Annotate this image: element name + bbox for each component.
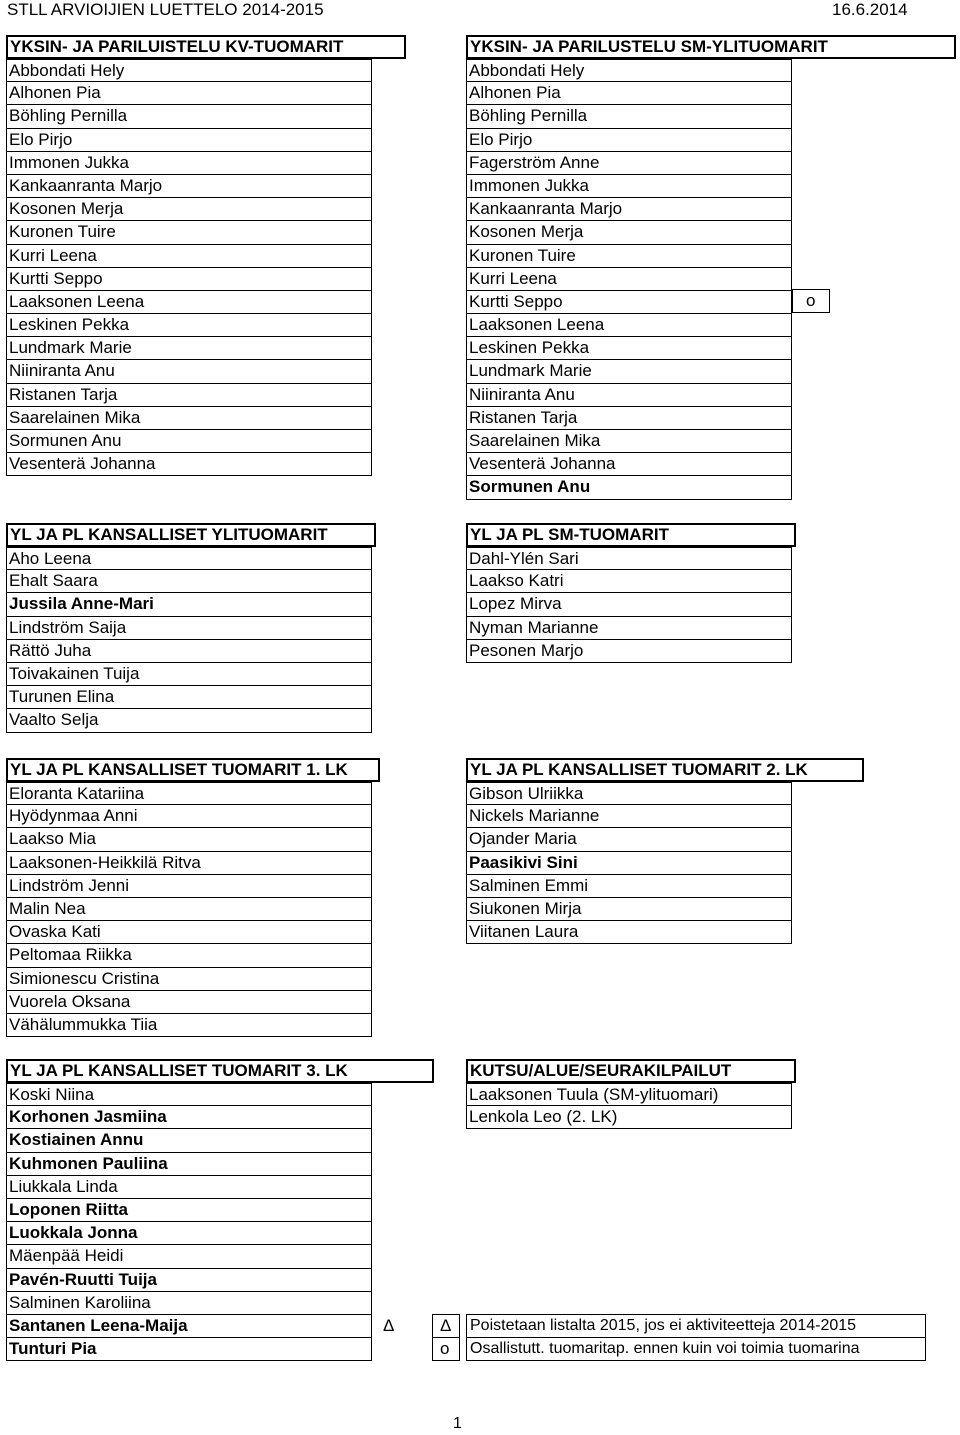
section-sm-head-judges xyxy=(466,35,956,500)
list-item: Liukkala Linda xyxy=(6,1176,372,1199)
list-item: Abbondati Hely xyxy=(466,59,792,82)
list-item: Alhonen Pia xyxy=(466,82,792,105)
list-item: Böhling Pernilla xyxy=(466,105,792,128)
list-item: Viitanen Laura xyxy=(466,921,792,944)
document-title: STLL ARVIOIJIEN LUETTELO 2014-2015 xyxy=(7,0,324,19)
list-item: Saarelainen Mika xyxy=(6,407,372,430)
circle-marker-icon: o xyxy=(806,291,816,310)
list-item: Korhonen Jasmiina xyxy=(6,1106,372,1129)
list-item: Kostiainen Annu xyxy=(6,1129,372,1152)
list-item: Böhling Pernilla xyxy=(6,105,372,128)
list-item: Laaksonen Leena xyxy=(466,314,792,337)
list-item: Kuhmonen Pauliina xyxy=(6,1153,372,1176)
list-item: Ristanen Tarja xyxy=(6,384,372,407)
list-item: Salminen Emmi xyxy=(466,875,792,898)
list-item: Hyödynmaa Anni xyxy=(6,805,372,828)
list-item: Alhonen Pia xyxy=(6,82,372,105)
list-item: Aho Leena xyxy=(6,547,372,570)
list-item: Immonen Jukka xyxy=(6,152,372,175)
document-date: 16.6.2014 xyxy=(832,0,908,19)
list-item: Santanen Leena-Maija xyxy=(6,1315,372,1338)
list-item: Loponen Riitta xyxy=(6,1199,372,1222)
list-item: Laakso Mia xyxy=(6,828,372,851)
list-item: Saarelainen Mika xyxy=(466,430,792,453)
list-item: Paasikivi Sini xyxy=(466,852,792,875)
section-title: YL JA PL SM-TUOMARIT xyxy=(466,523,796,547)
section-title: KUTSU/ALUE/SEURAKILPAILUT xyxy=(466,1059,796,1083)
list-item: Abbondati Hely xyxy=(6,59,372,82)
list-item: Koski Niina xyxy=(6,1083,372,1106)
list-item: Kosonen Merja xyxy=(466,221,792,244)
list-item: Gibson Ulriikka xyxy=(466,782,792,805)
list-item: Kurtti Seppo xyxy=(6,268,372,291)
list-item: Kurtti Seppo xyxy=(466,291,792,314)
page-number: 1 xyxy=(453,1415,462,1432)
list-item: Sormunen Anu xyxy=(6,430,372,453)
list-item: Salminen Karoliina xyxy=(6,1292,372,1315)
list-item: Elo Pirjo xyxy=(466,129,792,152)
list-item: Kankaanranta Marjo xyxy=(6,175,372,198)
section-title: YKSIN- JA PARILUISTELU KV-TUOMARIT xyxy=(6,35,406,59)
list-item: Kurri Leena xyxy=(466,268,792,291)
list-item: Turunen Elina xyxy=(6,686,372,709)
circle-marker-icon: o xyxy=(440,1339,450,1358)
section-title: YL JA PL KANSALLISET TUOMARIT 2. LK xyxy=(466,758,864,782)
list-item: Ristanen Tarja xyxy=(466,407,792,430)
section-title: YL JA PL KANSALLISET TUOMARIT 1. LK xyxy=(6,758,380,782)
list-item: Vuorela Oksana xyxy=(6,991,372,1014)
list-item: Lopez Mirva xyxy=(466,593,792,616)
list-item: Kuronen Tuire xyxy=(466,245,792,268)
list-item: Dahl-Ylén Sari xyxy=(466,547,792,570)
list-item: Leskinen Pekka xyxy=(6,314,372,337)
list-item: Lindström Saija xyxy=(6,617,372,640)
section-national-judges-3 xyxy=(6,1059,434,1361)
list-item: Laakso Katri xyxy=(466,570,792,593)
list-item: Luokkala Jonna xyxy=(6,1222,372,1245)
list-item: Kosonen Merja xyxy=(6,198,372,221)
section-national-judges-1 xyxy=(6,758,380,1037)
section-kv-judges xyxy=(6,35,406,476)
list-item: Kuronen Tuire xyxy=(6,221,372,244)
list-item: Peltomaa Riikka xyxy=(6,944,372,967)
list-item: Toivakainen Tuija xyxy=(6,663,372,686)
list-item: Niiniranta Anu xyxy=(6,360,372,383)
legend-text: Osallistutt. tuomaritap. ennen kuin voi toimia tuomarina xyxy=(470,1340,860,1357)
list-item: Pesonen Marjo xyxy=(466,640,792,663)
list-item: Nyman Marianne xyxy=(466,617,792,640)
section-sm-judges xyxy=(466,523,796,663)
list-item: Lundmark Marie xyxy=(466,360,792,383)
list-item: Jussila Anne-Mari xyxy=(6,593,372,616)
list-item: Kankaanranta Marjo xyxy=(466,198,792,221)
list-item: Leskinen Pekka xyxy=(466,337,792,360)
list-item: Niiniranta Anu xyxy=(466,384,792,407)
triangle-marker-icon: Δ xyxy=(440,1316,452,1335)
list-item: Vesenterä Johanna xyxy=(466,453,792,476)
list-item: Laaksonen Tuula (SM-ylituomari) xyxy=(466,1083,792,1106)
list-item: Siukonen Mirja xyxy=(466,898,792,921)
section-national-judges-2 xyxy=(466,758,864,944)
section-title: YL JA PL KANSALLISET YLITUOMARIT xyxy=(6,523,376,547)
list-item: Pavén-Ruutti Tuija xyxy=(6,1269,372,1292)
list-item: Kurri Leena xyxy=(6,245,372,268)
list-item: Immonen Jukka xyxy=(466,175,792,198)
list-item: Lindström Jenni xyxy=(6,875,372,898)
list-item: Rättö Juha xyxy=(6,640,372,663)
list-item: Fagerström Anne xyxy=(466,152,792,175)
list-item: Laaksonen-Heikkilä Ritva xyxy=(6,852,372,875)
section-title: YKSIN- JA PARILUSTELU SM-YLITUOMARIT xyxy=(466,35,956,59)
list-item: Lenkola Leo (2. LK) xyxy=(466,1106,792,1129)
list-item: Malin Nea xyxy=(6,898,372,921)
list-item: Nickels Marianne xyxy=(466,805,792,828)
list-item: Ehalt Saara xyxy=(6,570,372,593)
section-title: YL JA PL KANSALLISET TUOMARIT 3. LK xyxy=(6,1059,434,1083)
list-item: Ovaska Kati xyxy=(6,921,372,944)
list-item: Vähälummukka Tiia xyxy=(6,1014,372,1037)
list-item: Vesenterä Johanna xyxy=(6,453,372,476)
list-item: Laaksonen Leena xyxy=(6,291,372,314)
list-item: Vaalto Selja xyxy=(6,709,372,732)
list-item: Sormunen Anu xyxy=(466,476,792,499)
list-item: Elo Pirjo xyxy=(6,129,372,152)
section-national-head-judges xyxy=(6,523,376,733)
list-item: Simionescu Cristina xyxy=(6,968,372,991)
list-item: Lundmark Marie xyxy=(6,337,372,360)
list-item: Ojander Maria xyxy=(466,828,792,851)
list-item: Tunturi Pia xyxy=(6,1338,372,1361)
list-item: Mäenpää Heidi xyxy=(6,1245,372,1268)
legend-text: Poistetaan listalta 2015, jos ei aktiviteetteja 2014-2015 xyxy=(470,1317,857,1334)
section-invitational xyxy=(466,1059,796,1129)
triangle-marker-icon: Δ xyxy=(383,1316,395,1335)
list-item: Eloranta Katariina xyxy=(6,782,372,805)
